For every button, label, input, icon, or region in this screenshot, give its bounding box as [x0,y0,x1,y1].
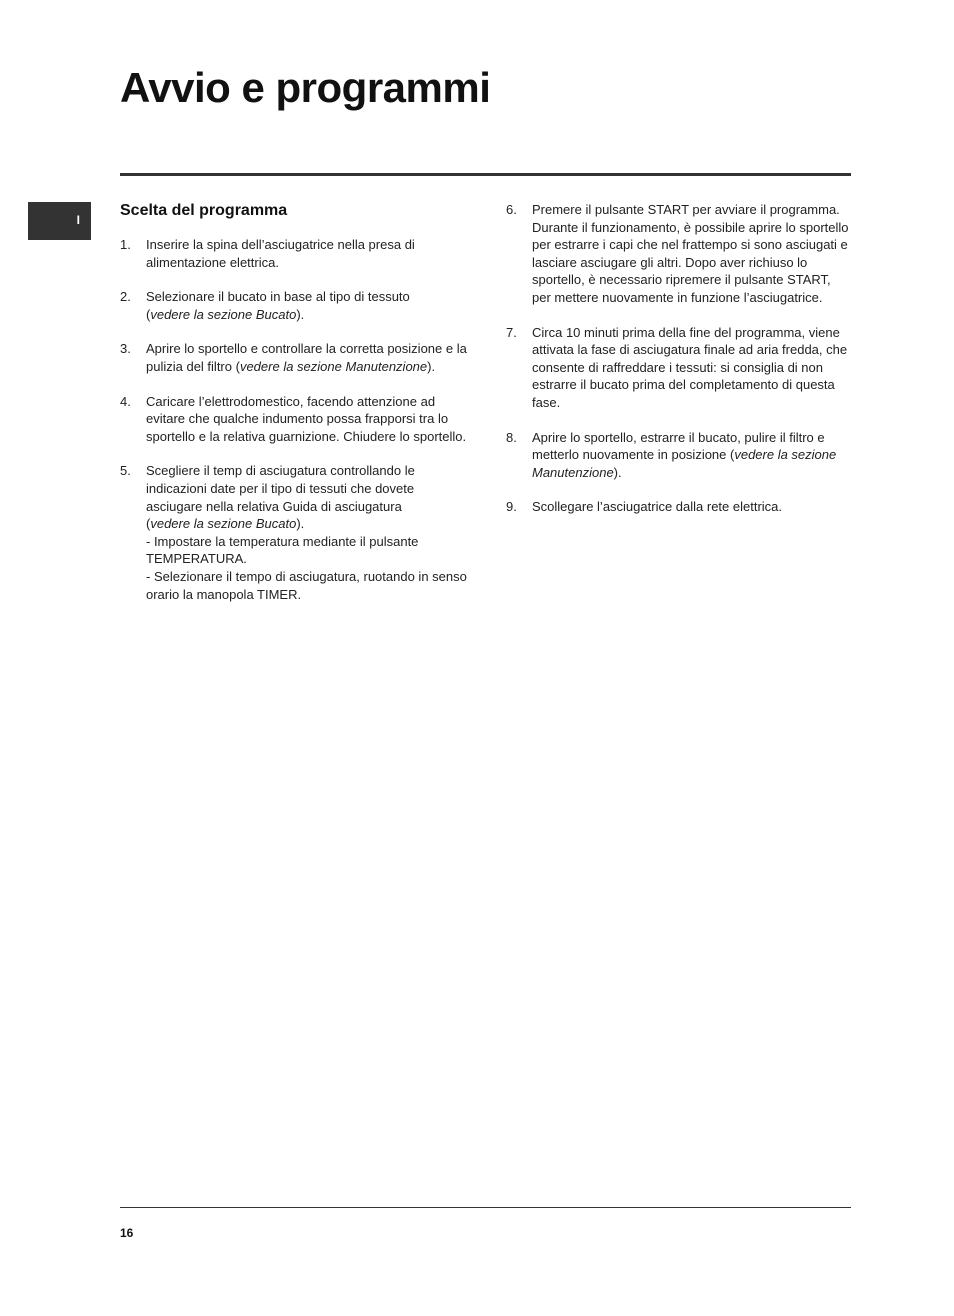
reference-open: ( [146,516,151,532]
section-reference: vedere la sezione Bucato [150,516,297,532]
step-number: 9. [506,499,517,515]
step-text: Scegliere il temp di asciugatura controllando le indicazioni date per il tipo di tessuti che dovete asciugare nella relativa Guida di asciugatura [146,463,415,514]
step-item [506,201,851,307]
right-column [506,201,851,533]
step-text: Aprire lo sportello e controllare la corretta posizione e la pulizia del filtro [146,341,467,374]
reference-close: ). [296,516,305,532]
step-number: 1. [120,237,131,252]
step-item [506,324,851,412]
reference-close: ). [427,358,436,374]
step-text: Caricare l’elettrodomestico, facendo attenzione ad evitare che qualche indumento possa frapporsi tra lo sportello e la relativa guarnizione. Chiudere lo sportello. [146,393,467,444]
step-number: 8. [506,429,517,445]
step-item [120,340,470,375]
step-item [120,236,470,271]
section-reference: vedere la sezione Manutenzione [532,447,837,480]
step-number: 7. [506,324,517,340]
step-text: Aprire lo sportello, estrarre il bucato, pulire il filtro e metterlo nuovamente in posizione [532,429,825,463]
step-item [506,429,851,482]
reference-open: ( [726,447,735,463]
reference-open: ( [146,306,151,322]
step-number: 6. [506,202,517,217]
language-tab [28,202,91,240]
step-number: 3. [120,341,131,357]
language-tab-label: I [76,213,80,227]
section-reference: vedere la sezione Manutenzione [239,358,428,374]
steps-list-left [120,236,470,603]
step-number: 2. [120,289,131,305]
step-text: Durante il funzionamento, è possibile aprire lo sportello per estrarre i capi che nel frattempo si sono asciugati e lasciare asciugare gli altri. Dopo aver richiuso lo sportello, è necessario ripremere il pulsante START, per mettere nuovamente in funzione l’asciugatrice. [532,219,849,305]
reference-close: ). [613,464,622,480]
section-heading: Scelta del programma [120,202,288,219]
step-item [120,393,470,446]
step-number: 4. [120,393,131,409]
steps-list-right [506,201,851,516]
step-number: 5. [120,463,131,479]
step-item [506,498,851,516]
step-text: Scollegare l’asciugatrice dalla rete elettrica. [532,499,783,515]
page-title: Avvio e programmi [120,64,491,111]
section-reference: vedere la sezione Bucato [150,306,297,322]
step-text: Circa 10 minuti prima della fine del programma, viene attivata la fase di asciugatura finale ad aria fredda, che consente di raffreddare i tessuti: si consiglia di non estrarre il bucato prima del completamento di questa fase. [532,324,848,410]
step-item [120,288,470,323]
step-text: Inserire la spina dell’asciugatrice nella presa di alimentazione elettrica. [146,237,415,270]
step-subitem: - Selezionare il tempo di asciugatura, ruotando in senso orario la manopola TIMER. [146,568,467,602]
left-column [120,201,470,620]
step-text: Premere il pulsante START per avviare il programma. [532,202,840,217]
page-number: 16 [120,1226,134,1240]
step-text: Selezionare il bucato in base al tipo di tessuto [146,289,410,305]
reference-open: ( [232,358,240,374]
step-subitem: - Impostare la temperatura mediante il pulsante TEMPERATURA. [146,533,419,567]
step-item [120,462,470,603]
header-divider [120,173,851,176]
footer-divider [120,1207,851,1208]
reference-close: ). [296,306,305,322]
